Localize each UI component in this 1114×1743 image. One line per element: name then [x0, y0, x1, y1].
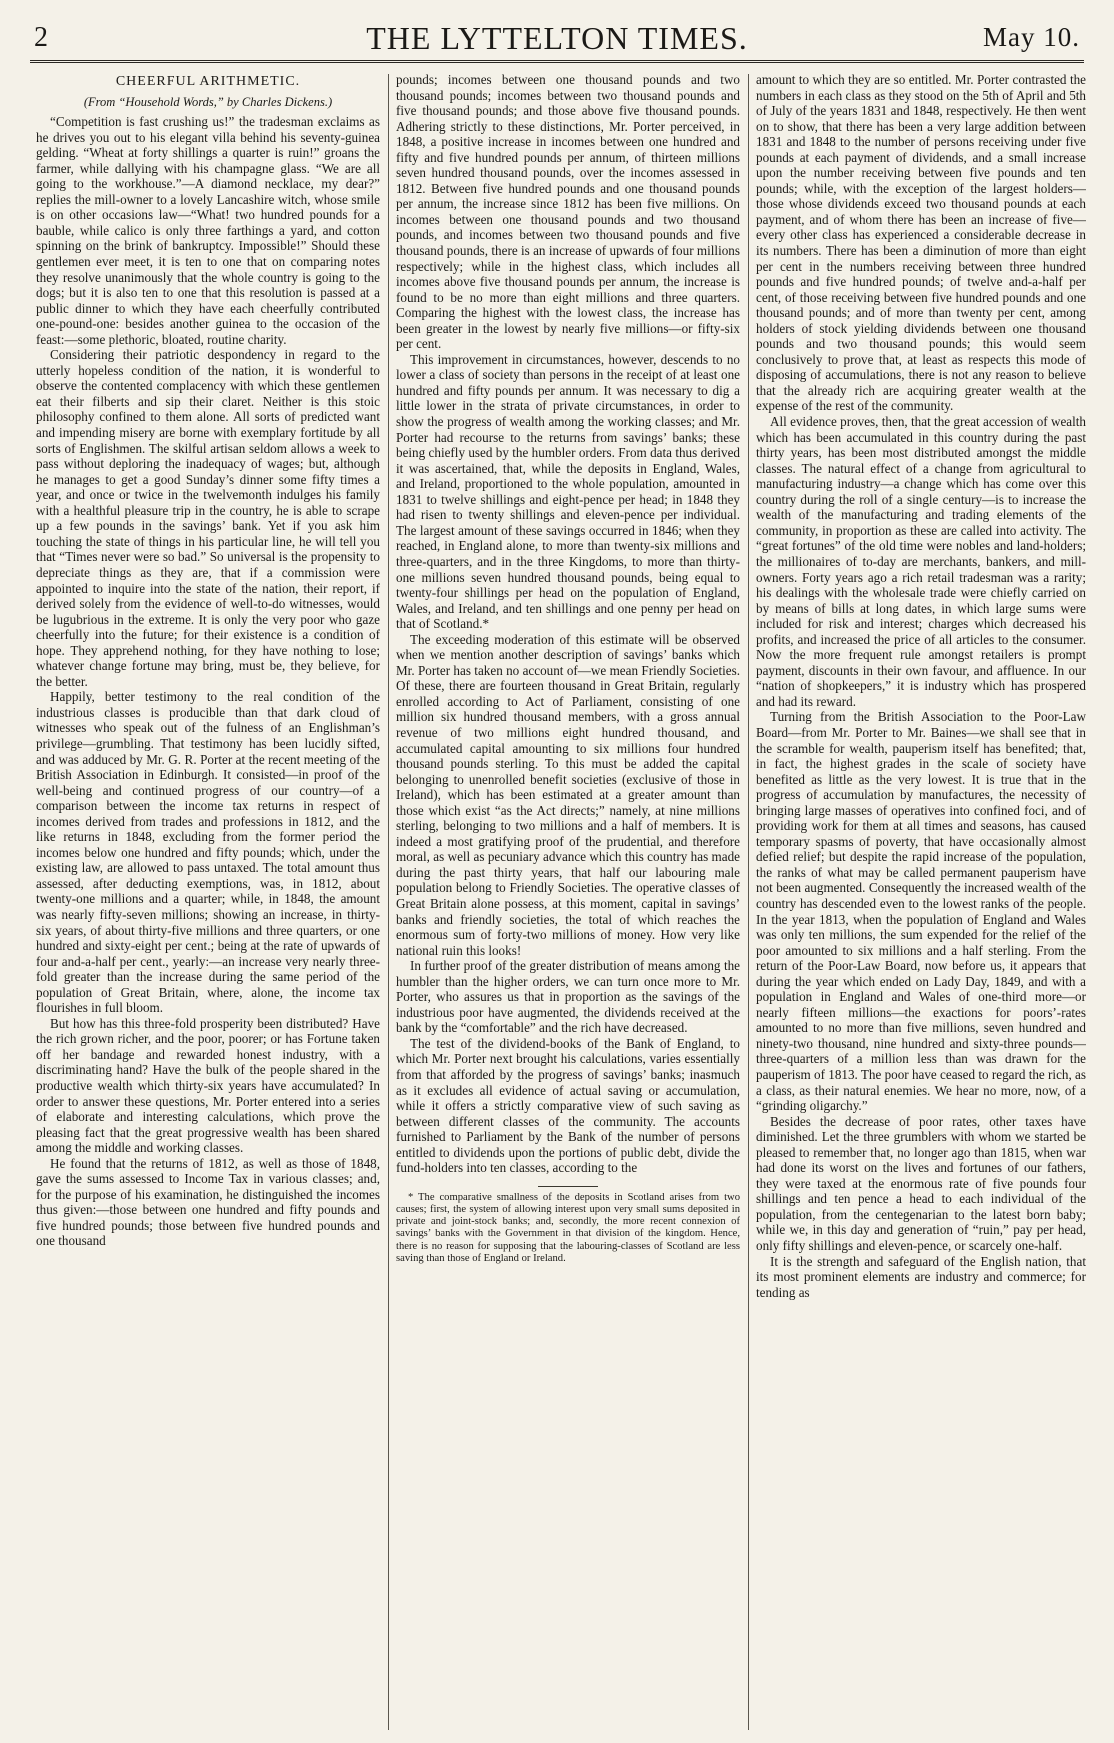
paragraph: This improvement in circumstances, however, descends to no lower a class of society than persons in the receipt of at least one hundred and fifty pounds per annum. It was necessary to dig a little lower in the strata of private circumstances, in order to show the progress of wealth among the working classes; and Mr. Porter had recourse to the returns from savings’ banks; these being chiefly used by the humbler orders. From data thus derived it was ascertained, that, while the deposits in England, Wales, and Ireland, proportioned to the whole population, amounted in 1831 to twelve shillings and eight-pence per head; in 1848 they had risen to twenty shillings and eleven-pence per individual. The largest amount of these savings occurred in 1846; when they reached, in England alone, to more than twenty-six millions and three-quarters, and in the three Kingdoms, to more than thirty-one millions seven hundred thousand pounds, being equal to twenty-four shillings per head on the population of England, Wales, and Ireland, and ten shillings and one penny per head on that of Scotland.* — [396, 351, 740, 632]
article-heading: CHEERFUL ARITHMETIC. — [115, 74, 301, 89]
paragraph: But how has this three-fold prosperity been distributed? Have the rich grown richer, and the poor, poorer; or has Fortune taken off her bandage and rewarded honest industry, with a discriminating hand? Have the bulk of the people shared in the productive wealth which thirty-six years have accumulated? In order to answer these questions, Mr. Porter entered into a series of elaborate and interesting calculations, which prove the pleasing fact that the great progressive wealth has been shared among the middle and working classes. — [36, 1015, 380, 1156]
paragraph: “Competition is fast crushing us!” the tradesman exclaims as he drives you out to his elegant villa behind his seventy-guinea gelding. “Wheat at forty shillings a quarter is ruin!” groans the farmer, while dallying with his champagne glass. “We are all going to the workhouse.”—A diamond necklace, my dear?” replies the mill-owner to a lovely Lancashire witch, whose smile is on other occasions law—“What! two hundred pounds for a bauble, while calico is only three farthings a yard, and cotton spinning on the brink of bankruptcy. Impossible!” Should these gentlemen ever meet, it is ten to one that on comparing notes they resolve unanimously that the whole country is going to the dogs; but it is also ten to one that this resolution is passed at a public dinner to which they have each cheerfully contributed one-pound-one: besides another guinea to the occasion of the feast:—some plethoric, bloated, routine charity. — [36, 114, 380, 347]
masthead — [30, 14, 1084, 63]
column-1 — [36, 72, 380, 1732]
column-divider — [388, 74, 389, 1730]
article-byline: (From “Household Words,” by Charles Dickens.) — [83, 94, 333, 109]
column-divider — [748, 74, 749, 1730]
paragraph: In further proof of the greater distribution of means among the humbler than the higher orders, we can turn once more to Mr. Porter, who assures us that in proportion as the savings of the industrious poor have augmented, the dividends received at the bank by the “comfortable” and the rich have decreased. — [396, 958, 740, 1036]
paragraph: pounds; incomes between one thousand pounds and two thousand pounds; incomes between two thousand pounds and five thousand pounds; and those above five thousand pounds. Adhering strictly to these distinctions, Mr. Porter perceived, in 1848, a positive increase in incomes between one hundred and fifty and five hundred pounds per annum, of thirteen millions seven hundred thousand pounds, over the incomes assessed in 1812. Between five hundred pounds and one thousand pounds per annum, the increase since 1812 has been five millions. On incomes between one thousand pounds and two thousand pounds, and incomes between two thousand pounds and five thousand pounds, there is an increase of upwards of four millions respectively; while in the highest class, which includes all incomes above five thousand pounds per annum, the increase is found to be no more than eight millions and three quarters. Comparing the highest with the lowest class, the increase has been greater in the lowest by nearly five millions—or fifty-six per cent. — [396, 72, 740, 352]
paragraph: All evidence proves, then, that the great accession of wealth which has been accumulated in this country during the past thirty years, has been most distributed amongst the middle classes. The natural effect of a change from agricultural to manufacturing industry—a change which has come over this country during the roll of a single century—is to increase the wealth of the manufacturing and trading elements of the community, in proportion as these are called into activity. The “great fortunes” of the old time were nobles and land-holders; the millionaires of to-day are merchants, bankers, and mill-owners. Forty years ago a rich retail tradesman was a rarity; his dealings with the wholesale trade were chiefly carried on by means of bills at long dates, in which large sums were included for risk and interest; charges which decreased his profits, and increased the price of all articles to the consumer. Now the more frequent rule amongst retailers is prompt payment, discounts in their own favour, and affluence. In our “nation of shopkeepers,” it is industry which has prospered and had its reward. — [756, 414, 1086, 709]
paragraph: Happily, better testimony to the real condition of the industrious classes is producible than that dark cloud of witnesses who speak out of the fulness of an Englishman’s privilege—grumbling. That testimony has been lucidly sifted, and was adduced by Mr. G. R. Porter at the recent meeting of the British Association in Edinburgh. It consisted—in proof of the well-being and continued progress of our country—of a comparison between the income tax returns in respect of incomes derived from trades and professions in 1812, and the like returns in 1848, excluding from the former period the incomes below one hundred and fifty pounds; which, under the existing law, are allowed to pass untaxed. The total amount thus assessed, after deducting exemptions, was, in 1812, about twenty-one millions and a quarter; while, in 1848, the amount was nearly fifty-seven millions; showing an increase, in thirty-six years, of about thirty-five millions and three quarters, or one hundred and sixty-eight per cent.; being at the rate of upwards of four and-a-half per cent., yearly:—an increase very nearly three-fold greater than the increase during the same period of the population of Great Britain, where, alone, the income tax flourishes in full bloom. — [36, 689, 380, 1016]
footnote-divider — [538, 1186, 598, 1187]
paragraph: amount to which they are so entitled. Mr. Porter contrasted the numbers in each class as they stood on the 5th of April and 5th of July of the years 1831 and 1848, respectively. He then went on to show, that there has been a very large addition between 1831 and 1848 to the number of persons receiving under five pounds at each payment of dividends, and a small increase upon the number receiving between five pounds and ten pounds; while, with the exception of the largest holders—those whose dividends exceed two thousand pounds at each payment, and of whom there has been an increase of five—every other class has experienced a considerable decrease in its numbers. There has been a diminution of more than eight per cent in the numbers receiving between three hundred pounds and five hundred pounds; of twelve and-a-half per cent, of those receiving between five hundred pounds and one thousand pounds; and of more than twenty per cent, among holders of stock yielding dividends between one thousand pounds and two thousand pounds; this would seem conclusively to prove that, at least as respects this mode of disposing of accumulations, there is not any reason to believe that the already rich are acquiring greater wealth at the expense of the rest of the community. — [756, 72, 1086, 414]
paragraph: He found that the returns of 1812, as well as those of 1848, gave the sums assessed to Income Tax in various classes; and, for the purpose of his examination, he distinguished the incomes thus given:—those between one hundred and fifty pounds and five hundred pounds; those between five hundred pounds and one thousand — [36, 1155, 380, 1249]
column-2 — [396, 72, 740, 1732]
paragraph: The exceeding moderation of this estimate will be observed when we mention another description of savings’ banks which Mr. Porter has taken no account of—we mean Friendly Societies. Of these, there are fourteen thousand in Great Britain, regularly enrolled according to Act of Parliament, consisting of one million six hundred thousand members, with a gross annual revenue of two millions eight hundred thousand, and accumulated capital amounting to six millions four hundred thousand pounds sterling. To this must be added the capital belonging to unenrolled benefit societies (exclusive of those in Ireland), which has been estimated at a greater amount than those which exist “as the Act directs;” namely, at nine millions sterling, belonging to two millions and a half of members. It is indeed a most gratifying proof of the prudential, and therefore moral, as well as pecuniary advance which this country has made during the past thirty years, that half our labouring male population belong to Friendly Societies. The operative classes of Great Britain alone possess, at this moment, capital in savings’ banks and friendly societies, the total of which reaches the enormous sum of forty-two millions of money. How very like national ruin this looks! — [396, 631, 740, 958]
page-number: 2 — [34, 22, 48, 53]
paragraph: Besides the decrease of poor rates, other taxes have diminished. Let the three grumblers with whom we started be pleased to remember that, no longer ago than 1815, when war had done its worst on the lives and fortunes of our fathers, they were taxed at the enormous rate of five pounds four shillings and ten pence a head to each individual of the population, from the centegenarian to the latest born baby; while we, in this day and generation of “ruin,” pay per head, only fifty shillings and eleven-pence, or scarcely one-half. — [756, 1113, 1086, 1254]
footnote-text: * The comparative smallness of the deposits in Scotland arises from two causes; first, the system of allowing interest upon very small sums deposited in private and joint-stock banks; and, secondly, the more recent connexion of savings’ banks with the Government in that division of the kingdom. Hence, there is no reason for supposing that the labouring-classes of Scotland are less saving than those of England or Ireland. — [396, 1191, 740, 1264]
footnote — [396, 1192, 740, 1265]
paragraph: Considering their patriotic despondency in regard to the utterly hopeless condition of the nation, it is wonderful to observe the contented complacency with which these gentlemen eat their filberts and sip their claret. Neither is this stoic philosophy confined to them alone. All sorts of predicted want and impending misery are borne with exemplary fortitude by all sorts of Englishmen. The skilful artisan seldom allows a week to pass without deploring the inadequacy of wages; but, although he manages to get a good Sunday’s dinner some fifty times a year, and once or twice in the twelvemonth indulges his family with a healthful pleasure trip in the country, he is able to scrape up a few pounds in the savings’ bank. Yet if you ask him touching the state of things in his particular line, he will tell you that “Times never were so bad.” So universal is the propensity to depreciate things as they are, that if a commission were appointed to inquire into the state of the nation, their report, if derived solely from the evidence of well-to-do witnesses, would be lugubrious in the extreme. It is only the very poor who gaze cheerfully into the future; for their existence is a condition of hope. They apprehend nothing, for they have nothing to lose; whatever change fortune may bring, must be, they believe, for the better. — [36, 347, 380, 689]
paragraph: It is the strength and safeguard of the English nation, that its most prominent elements are industry and commerce; for tending as — [756, 1253, 1086, 1300]
paragraph: The test of the dividend-books of the Bank of England, to which Mr. Porter next brought his calculations, varies essentially from that afforded by the progress of savings’ banks; inasmuch as it excludes all evidence of actual saving or accumulation, while it offers a strictly comparative view of such saving as between different classes of the community. The accounts furnished to Parliament by the Bank of the number of persons entitled to dividends upon the portions of public debt, divide the fund-holders into ten classes, according to the — [396, 1035, 740, 1176]
newspaper-title: THE LYTTELTON TIMES. — [366, 20, 748, 56]
paragraph: Turning from the British Association to the Poor-Law Board—from Mr. Porter to Mr. Baines—we shall see that in the scramble for wealth, pauperism itself has benefited; that, in fact, the highest grades in the scale of society have benefited as little as the very lowest. It is true that in the progress of accumulation by manufactures, the necessity of bringing large masses of operatives into confined foci, and of providing work for them at all times and seasons, has caused temporary spasms of poverty, that have occasionally almost defied relief; but despite the rapid increase of the population, the ranks of what may be called permanent pauperism have not been augmented. Consequently the increased wealth of the country has descended even to the lowest ranks of the people. In the year 1813, when the population of England and Wales was only ten millions, the sum expended for the relief of the poor amounted to six millions and a half sterling. From the return of the Poor-Law Board, now before us, it appears that during the year which ended on Lady Day, 1849, and with a population in England and Wales of one-third more—or nearly fifteen millions—the exactions for poors’-rates amounted to no more than five millions, seven hundred and ninety-two thousand, nine hundred and sixty-three pounds—three-quarters of a million less than was drawn for the pauperism of 1813. The poor have ceased to regard the rich, as a class, as their natural enemies. We hear no more, now, of a “grinding oligarchy.” — [756, 709, 1086, 1114]
column-3 — [756, 72, 1086, 1732]
issue-date: May 10. — [983, 22, 1080, 52]
